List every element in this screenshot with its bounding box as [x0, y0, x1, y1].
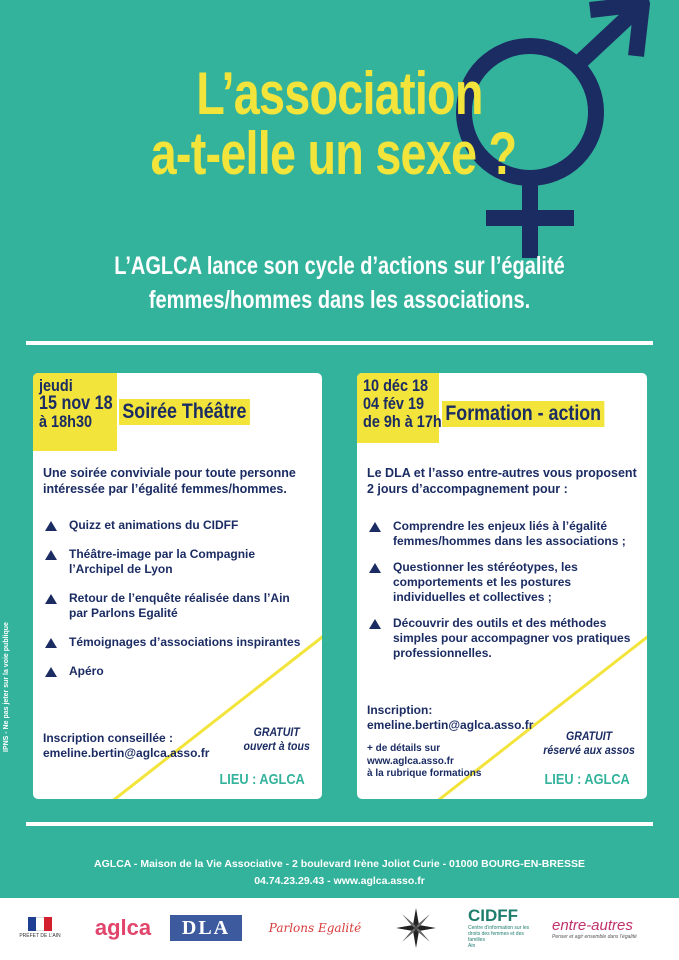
subtitle-line-2: femmes/hommes dans les associations.	[148, 286, 531, 314]
price-badge	[243, 725, 309, 753]
list-item	[45, 547, 307, 577]
inscription-email-link[interactable]: emeline.bertin@aglca.asso.fr	[367, 718, 534, 732]
list-item-text: Quizz et animations du CIDFF	[69, 518, 239, 532]
list-item	[45, 635, 307, 650]
entre-autres-name: entre-autres	[552, 916, 633, 934]
prefet-label: PRÉFET DE L’AIN	[19, 933, 61, 939]
event-date: 15 nov 18	[39, 393, 113, 414]
list-item-text: Comprendre les enjeux liés à l’égalité femmes/hommes dans les associations ;	[393, 519, 626, 548]
list-item	[45, 518, 307, 533]
poster-title-line-2: a-t-elle un sexe ?	[150, 120, 517, 187]
list-item-text: Questionner les stéréotypes, les comportements et les postures individuelles et collectives ;	[393, 560, 578, 604]
triangle-bullet-icon	[369, 563, 381, 573]
divider-bottom	[26, 822, 653, 826]
cidff-dept: Ain	[468, 943, 476, 949]
price-badge	[543, 729, 635, 757]
poster-title-line-1: L’association	[196, 60, 483, 127]
compass-rose-logo-icon	[390, 908, 442, 948]
price-label: GRATUIT	[253, 725, 300, 739]
event-intro: Le DLA et l’asso entre-autres vous proposent 2 jours d’accompagnement pour :	[367, 466, 637, 496]
cidff-name: CIDFF	[468, 906, 519, 925]
event-day: jeudi	[39, 376, 73, 395]
divider-top	[26, 341, 653, 345]
entre-autres-tagline: Penser et agir ensemble dans l’égalité	[552, 933, 637, 940]
details-block	[367, 743, 481, 781]
list-item	[369, 560, 637, 605]
event-date-box	[33, 373, 117, 451]
triangle-bullet-icon	[369, 619, 381, 629]
aglca-logo: aglca	[94, 915, 152, 940]
list-item-text: Retour de l’enquête réalisée dans l’Ain par Parlons Egalité	[69, 591, 290, 620]
cidff-logo	[468, 908, 538, 948]
footer-address: AGLCA - Maison de la Vie Associative - 2 boulevard Irène Joliot Curie - 01000 BOURG-EN-BRESSE	[94, 858, 585, 870]
cidff-tagline: Centre d’information sur les droits des femmes et des familles	[468, 925, 530, 943]
event-intro: Une soirée conviviale pour toute personne intéressée par l’égalité femmes/hommes.	[43, 466, 296, 496]
triangle-bullet-icon	[45, 667, 57, 677]
parlons-egalite-logo: Parlons Egalité	[268, 921, 362, 935]
triangle-bullet-icon	[45, 550, 57, 560]
triangle-bullet-icon	[45, 521, 57, 531]
dla-logo: DLA	[170, 915, 242, 941]
price-audience: ouvert à tous	[243, 739, 310, 753]
event-card-theatre	[33, 373, 322, 799]
event-time: à 18h30	[39, 412, 93, 431]
event-card-formation	[357, 373, 647, 799]
details-section: à la rubrique formations	[367, 768, 482, 779]
event-location: LIEU : AGLCA	[544, 771, 630, 788]
event-time: de 9h à 17h	[363, 412, 442, 431]
price-label: GRATUIT	[565, 729, 613, 743]
list-item-text: Apéro	[69, 664, 104, 678]
list-item	[369, 519, 637, 549]
footer-contact: 04.74.23.29.43 - www.aglca.asso.fr	[254, 875, 425, 887]
program-list	[45, 518, 307, 693]
french-flag-icon	[28, 917, 52, 931]
partner-logos	[0, 898, 679, 960]
list-item-text: Découvrir des outils et des méthodes simples pour accompagner vos pratiques professionnelles.	[393, 616, 631, 660]
entre-autres-logo	[552, 908, 672, 948]
inscription-block	[367, 703, 533, 733]
program-list	[369, 519, 637, 672]
list-item	[45, 664, 307, 679]
event-date: 04 fév 19	[363, 394, 425, 413]
triangle-bullet-icon	[45, 638, 57, 648]
list-item	[369, 616, 637, 661]
prefet-logo	[12, 908, 68, 948]
list-item-text: Théâtre-image par la Compagnie l’Archipel de Lyon	[69, 547, 256, 576]
triangle-bullet-icon	[45, 594, 57, 604]
inscription-block	[43, 731, 209, 761]
event-title: Soirée Théâtre	[119, 399, 250, 425]
subtitle-line-1: L’AGLCA lance son cycle d’actions sur l’égalité	[114, 252, 565, 280]
details-website-link[interactable]: www.aglca.asso.fr	[367, 755, 454, 767]
inscription-label: Inscription conseillée :	[43, 731, 174, 745]
event-title: Formation - action	[442, 401, 604, 427]
event-date-box	[357, 373, 442, 443]
list-item	[45, 591, 307, 621]
event-date: 10 déc 18	[363, 376, 429, 395]
list-item-text: Témoignages d’associations inspirantes	[69, 635, 301, 649]
details-label: + de détails sur	[367, 743, 441, 754]
legal-side-note: IPNS - Ne pas jeter sur la voie publique	[3, 622, 10, 752]
inscription-label: Inscription:	[367, 703, 433, 717]
inscription-email-link[interactable]: emeline.bertin@aglca.asso.fr	[43, 746, 210, 760]
event-location: LIEU : AGLCA	[219, 771, 305, 788]
price-audience: réservé aux assos	[543, 743, 635, 757]
triangle-bullet-icon	[369, 522, 381, 532]
